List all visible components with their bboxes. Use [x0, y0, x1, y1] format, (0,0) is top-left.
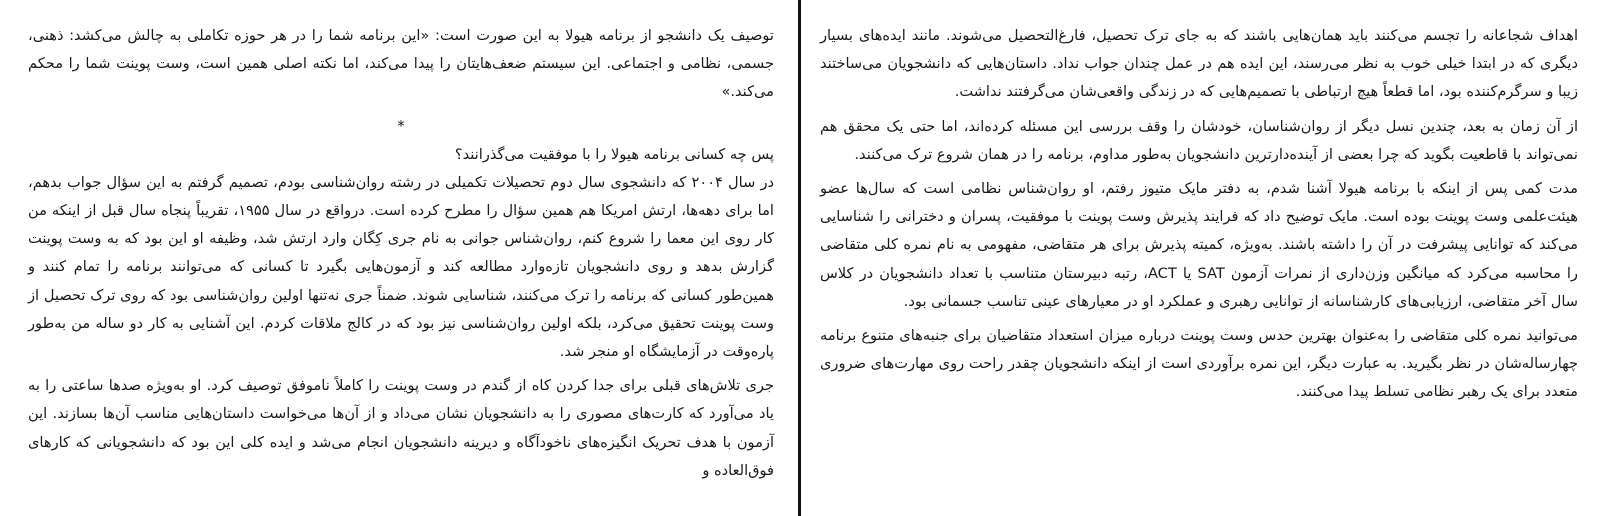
paragraph-mike-matthews: مدت کمی پس از اینکه با برنامه هیولا آشنا شدم، به دفتر مایک متیوز رفتم، او روان‌شناس نظامی است که سال‌ها عضو هیئت‌علمی وست پوینت بوده است. مایک توضیح داد که فرایند پذیرش وست پوینت با موفقیت، پسران و دخترانی را شناسایی می‌کند که توانایی پیشرفت در آن را داشته باشند. به‌ویژه، کمیته پذیرش برای هر متقاضی، مفهومی به نام نمره کلی متقاضی را محاسبه می‌کرد که میانگین وزن‌داری از نمرات آزمون SAT یا ACT، رتبه دبیرستان متناسب با تعداد دانشجویان در کلاس سال آخر متقاضی، ارزیابی‌های کارشناسانه از توانایی رهبری و عملکرد او در معیارهای عینی تناسب جسمانی بود.: [820, 180, 1578, 310]
paragraph-jerry: جری تلاش‌های قبلی برای جدا کردن کاه از گندم در وست پوینت را کاملاً ناموفق توصیف کرد. او به‌ویژه صدها ساعتی را به یاد می‌آورد که کارت‌های مصوری را به دانشجویان نشان می‌داد و از آن‌ها می‌خواست داستان‌هایی مناسب آن‌ها بسازند. این آزمون با هدف تحریک انگیزه‌های ناخودآگاه و دیرینه دانشجویان انجام می‌شد و ایده کلی این بود که دانشجویانی که کارهای فوق‌العاده و: [28, 377, 774, 479]
page-gutter-divider: [798, 0, 801, 516]
paragraph-2004: در سال ۲۰۰۴ که دانشجوی سال دوم تحصیلات تکمیلی در رشته روان‌شناسی بودم، تصمیم گرفتم به این سؤال جواب بدهم، اما برای دهه‌ها، ارتش امریکا هم همین سؤال را مطرح کرده است. درواقع در سال ۱۹۵۵، تقریباً پنجاه سال قبل از اینکه من کار روی این معما را شروع کنم، روان‌شناس جوانی به نام جری کِگان وارد ارتش شد، وظیفه او این بود که به وست پوینت گزارش بدهد و روی دانشجویان تازه‌وارد مطالعه کند و آزمون‌هایی بگیرد تا کسانی که می‌توانند برنامه را تمام کنند و همین‌طور کسانی که برنامه را ترک می‌کنند، شناسایی شوند. ضمناً جری نه‌تنها اولین روان‌شناسی بود که روی ترک تحصیل از وست پوینت تحقیق می‌کرد، بلکه اولین روان‌شناسی نیز بود که در کالج ملاقات کردم. این آشنایی به کار دو ساله من به‌طور پاره‌وقت در آزمایشگاه او منجر شد.: [28, 173, 775, 361]
left-page: [0, 0, 796, 516]
right-page: [802, 0, 1600, 516]
section-break-asterisk: *: [397, 116, 405, 135]
paragraph-candidate-score: می‌توانید نمره کلی متقاضی را به‌عنوان بهترین حدس وست پوینت درباره میزان استعداد متقاضیان برای جنبه‌های متنوع برنامه چهارساله‌شان در نظر بگیرید. به عبارت دیگر، این نمره برآوردی است از اینکه دانشجویان چقدر راحت روی مهارت‌های ضروری متعدد برای یک رهبر نظامی تسلط پیدا می‌کنند.: [820, 327, 1578, 401]
section-heading: پس چه کسانی برنامه هیولا را با موفقیت می‌گذرانند؟: [454, 145, 774, 163]
paragraph-quote: توصیف یک دانشجو از برنامه هیولا به این صورت است: «این برنامه شما را در هر حوزه تکاملی به چالش می‌کشد: ذهنی، جسمی، نظامی و اجتماعی. این سیستم ضعف‌هایتان را پیدا می‌کند، اما نکته اصلی همین است، وست پوینت شما را محکم می‌کند.»: [28, 27, 774, 101]
paragraph-goals: اهداف شجاعانه را تجسم می‌کنند باید همان‌هایی باشند که به جای ترک تحصیل، فارغ‌التحصیل می‌شوند. مانند ایده‌های بسیار دیگری که در ابتدا خیلی خوب به نظر می‌رسند، این ایده هم در عمل چندان جواب نداد. داستان‌هایی که دانشجویان می‌ساختند زیبا و سرگرم‌کننده بود، اما قطعاً هیچ ارتباطی با تصمیم‌هایی که در زندگی واقعی‌شان می‌گرفتند نداشت.: [820, 27, 1578, 101]
paragraph-generations: از آن زمان به بعد، چندین نسل دیگر از روان‌شناسان، خودشان را وقف بررسی این مسئله کرده‌اند، اما حتی یک محقق هم نمی‌تواند با قاطعیت بگوید که چرا بعضی از آینده‌دارترین دانشجویان به‌طور مداوم، برنامه را در همان شروع ترک می‌کنند.: [820, 117, 1578, 163]
